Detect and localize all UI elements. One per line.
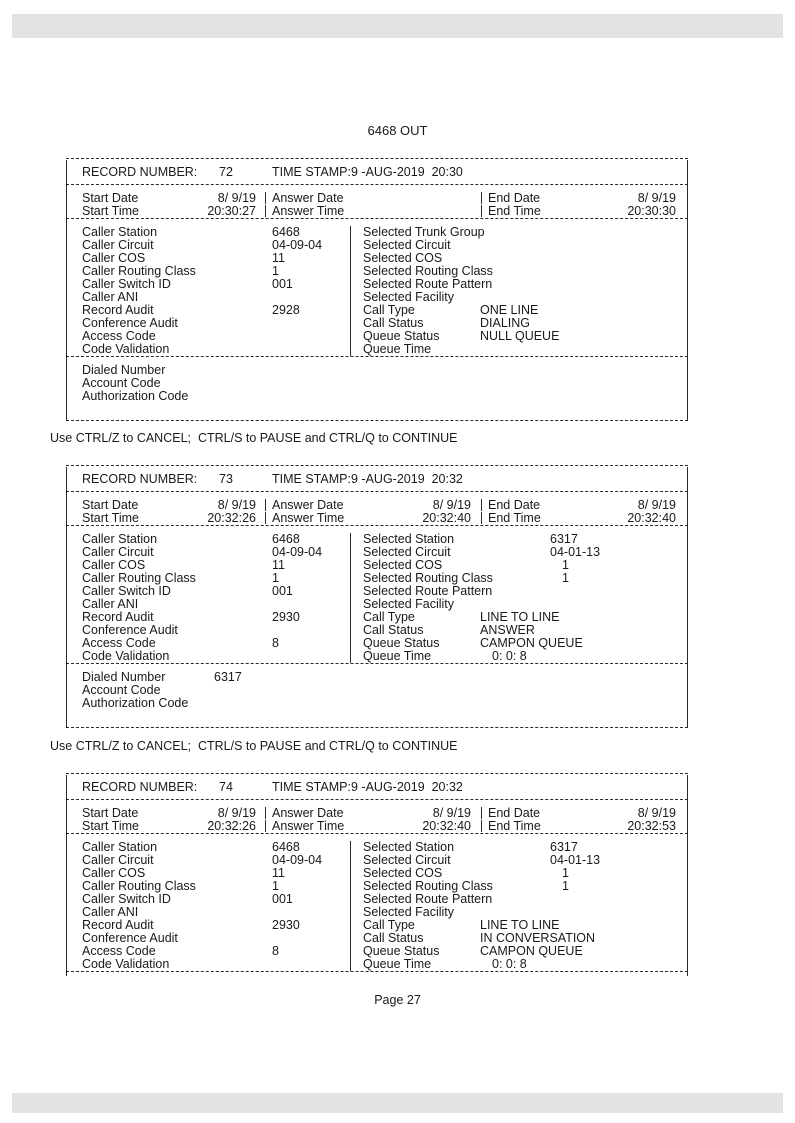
time-stamp-label: TIME STAMP:	[272, 472, 351, 486]
answer-date-label: Answer Date	[272, 498, 344, 512]
access-code-label: Access Code	[82, 329, 156, 343]
answer-time-value: 20:32:40	[422, 511, 471, 525]
column-separator	[481, 192, 482, 204]
call-type-label: Call Type	[363, 918, 415, 932]
selected-circuit-label: Selected Circuit	[363, 853, 451, 867]
column-separator	[350, 572, 351, 585]
queue-status-value: NULL QUEUE	[480, 329, 560, 343]
scan-edge-top	[12, 14, 783, 38]
end-date-label: End Date	[488, 806, 541, 820]
selected-routing-class-label: Selected Routing Class	[363, 879, 493, 893]
column-separator	[350, 893, 351, 906]
record-audit-value: 2928	[272, 303, 300, 317]
authorization-code-label: Authorization Code	[82, 389, 189, 403]
column-separator	[350, 317, 351, 330]
end-date-value: 8/ 9/19	[637, 191, 676, 205]
column-separator	[265, 807, 266, 819]
call-type-label: Call Type	[363, 610, 415, 624]
selected-cos-value: 1	[562, 866, 569, 880]
column-separator	[350, 854, 351, 867]
column-separator	[350, 611, 351, 624]
caller-routing-class-value: 1	[272, 264, 279, 278]
column-separator	[481, 512, 482, 524]
caller-circuit-value: 04-09-04	[272, 853, 323, 867]
answer-time-value: 20:32:40	[422, 819, 471, 833]
record-number-value: 72	[219, 165, 233, 179]
selected-first-label: Selected Station	[363, 532, 455, 546]
call-status-value: ANSWER	[480, 623, 535, 637]
time-stamp-value: 9 -AUG-2019 20:30	[351, 165, 463, 179]
start-date-value: 8/ 9/19	[217, 191, 256, 205]
caller-circuit-value: 04-09-04	[272, 238, 323, 252]
selected-circuit-value: 04-01-13	[550, 545, 601, 559]
call-type-label: Call Type	[363, 303, 415, 317]
caller-routing-class-value: 1	[272, 879, 279, 893]
dashed-divider	[66, 420, 688, 421]
selected-cos-value: 1	[562, 558, 569, 572]
selected-first-label: Selected Trunk Group	[363, 225, 485, 239]
column-separator	[350, 637, 351, 650]
column-separator	[350, 546, 351, 559]
call-status-label: Call Status	[363, 623, 424, 637]
record-number-value: 73	[219, 472, 233, 486]
caller-circuit-value: 04-09-04	[272, 545, 323, 559]
right-border	[687, 467, 688, 728]
dashed-divider	[66, 833, 688, 834]
call-record	[66, 158, 688, 423]
conference-audit-label: Conference Audit	[82, 316, 178, 330]
caller-switch-id-label: Caller Switch ID	[82, 584, 171, 598]
call-status-value: DIALING	[480, 316, 531, 330]
column-separator	[350, 867, 351, 880]
column-separator	[350, 585, 351, 598]
dashed-divider	[66, 218, 688, 219]
column-separator	[481, 807, 482, 819]
access-code-value: 8	[272, 944, 279, 958]
column-separator	[350, 533, 351, 546]
selected-cos-label: Selected COS	[363, 251, 443, 265]
caller-cos-label: Caller COS	[82, 866, 146, 880]
column-separator	[265, 192, 266, 204]
selected-circuit-label: Selected Circuit	[363, 545, 451, 559]
caller-switch-id-label: Caller Switch ID	[82, 892, 171, 906]
end-time-label: End Time	[488, 819, 541, 833]
selected-route-pattern-label: Selected Route Pattern	[363, 277, 493, 291]
column-separator	[350, 958, 351, 971]
left-border	[66, 467, 67, 728]
caller-ani-label: Caller ANI	[82, 597, 139, 611]
selected-facility-label: Selected Facility	[363, 597, 455, 611]
caller-circuit-label: Caller Circuit	[82, 238, 154, 252]
caller-switch-id-value: 001	[272, 584, 293, 598]
caller-circuit-label: Caller Circuit	[82, 853, 154, 867]
call-type-value: LINE TO LINE	[480, 610, 560, 624]
column-separator	[265, 205, 266, 217]
queue-status-value: CAMPON QUEUE	[480, 944, 583, 958]
dashed-divider	[66, 465, 688, 466]
dashed-divider	[66, 773, 688, 774]
start-time-label: Start Time	[82, 204, 139, 218]
start-time-label: Start Time	[82, 819, 139, 833]
selected-circuit-label: Selected Circuit	[363, 238, 451, 252]
call-status-label: Call Status	[363, 931, 424, 945]
caller-routing-class-label: Caller Routing Class	[82, 571, 196, 585]
caller-station-value: 6468	[272, 840, 300, 854]
column-separator	[350, 226, 351, 239]
time-stamp-label: TIME STAMP:	[272, 780, 351, 794]
column-separator	[350, 343, 351, 356]
right-border	[687, 775, 688, 976]
column-separator	[350, 559, 351, 572]
caller-switch-id-value: 001	[272, 892, 293, 906]
caller-station-label: Caller Station	[82, 840, 158, 854]
selected-facility-label: Selected Facility	[363, 905, 455, 919]
end-date-value: 8/ 9/19	[637, 806, 676, 820]
code-validation-label: Code Validation	[82, 649, 170, 663]
record-audit-label: Record Audit	[82, 918, 154, 932]
start-time-value: 20:30:27	[207, 204, 256, 218]
column-separator	[350, 304, 351, 317]
time-stamp-label: TIME STAMP:	[272, 165, 351, 179]
selected-routing-class-value: 1	[562, 571, 569, 585]
account-code-label: Account Code	[82, 683, 161, 697]
start-time-label: Start Time	[82, 511, 139, 525]
access-code-value: 8	[272, 636, 279, 650]
queue-status-label: Queue Status	[363, 636, 440, 650]
column-separator	[481, 205, 482, 217]
code-validation-label: Code Validation	[82, 957, 170, 971]
caller-cos-value: 11	[272, 866, 285, 880]
selected-first-label: Selected Station	[363, 840, 455, 854]
end-date-label: End Date	[488, 498, 541, 512]
call-status-label: Call Status	[363, 316, 424, 330]
selected-station-value: 6317	[550, 532, 578, 546]
selected-circuit-value: 04-01-13	[550, 853, 601, 867]
start-time-value: 20:32:26	[207, 819, 256, 833]
selected-route-pattern-label: Selected Route Pattern	[363, 892, 493, 906]
authorization-code-label: Authorization Code	[82, 696, 189, 710]
column-separator	[350, 650, 351, 663]
caller-station-value: 6468	[272, 532, 300, 546]
end-time-label: End Time	[488, 204, 541, 218]
caller-station-label: Caller Station	[82, 532, 158, 546]
start-date-label: Start Date	[82, 806, 139, 820]
record-number-label: RECORD NUMBER:	[82, 780, 198, 794]
column-separator	[350, 841, 351, 854]
dashed-divider	[66, 158, 688, 159]
dashed-divider	[66, 971, 688, 972]
call-status-value: IN CONVERSATION	[480, 931, 596, 945]
start-date-label: Start Date	[82, 498, 139, 512]
caller-cos-label: Caller COS	[82, 251, 146, 265]
queue-time-label: Queue Time	[363, 342, 432, 356]
caller-ani-label: Caller ANI	[82, 905, 139, 919]
answer-time-label: Answer Time	[272, 819, 345, 833]
time-stamp-value: 9 -AUG-2019 20:32	[351, 780, 463, 794]
queue-status-value: CAMPON QUEUE	[480, 636, 583, 650]
caller-cos-value: 11	[272, 558, 285, 572]
caller-switch-id-label: Caller Switch ID	[82, 277, 171, 291]
column-separator	[265, 499, 266, 511]
column-separator	[350, 239, 351, 252]
queue-time-value: 0: 0: 8	[492, 957, 527, 971]
call-type-value: LINE TO LINE	[480, 918, 560, 932]
caller-ani-label: Caller ANI	[82, 290, 139, 304]
record-number-value: 74	[219, 780, 233, 794]
selected-routing-class-value: 1	[562, 879, 569, 893]
dialed-number-label: Dialed Number	[82, 670, 166, 684]
page-footer: Page 27	[374, 993, 421, 1007]
left-border	[66, 775, 67, 976]
selected-station-value: 6317	[550, 840, 578, 854]
end-time-value: 20:30:30	[627, 204, 676, 218]
queue-status-label: Queue Status	[363, 944, 440, 958]
left-border	[66, 160, 67, 421]
column-separator	[350, 932, 351, 945]
column-separator	[265, 820, 266, 832]
column-separator	[265, 512, 266, 524]
conference-audit-label: Conference Audit	[82, 623, 178, 637]
column-separator	[350, 906, 351, 919]
end-date-value: 8/ 9/19	[637, 498, 676, 512]
dashed-divider	[66, 799, 688, 800]
access-code-label: Access Code	[82, 636, 156, 650]
selected-cos-label: Selected COS	[363, 558, 443, 572]
caller-routing-class-label: Caller Routing Class	[82, 264, 196, 278]
column-separator	[350, 598, 351, 611]
code-validation-label: Code Validation	[82, 342, 170, 356]
time-stamp-value: 9 -AUG-2019 20:32	[351, 472, 463, 486]
call-record	[66, 773, 688, 978]
answer-date-value: 8/ 9/19	[432, 806, 471, 820]
answer-date-label: Answer Date	[272, 191, 344, 205]
record-number-label: RECORD NUMBER:	[82, 165, 198, 179]
column-separator	[481, 499, 482, 511]
column-separator	[350, 278, 351, 291]
end-time-value: 20:32:40	[627, 511, 676, 525]
account-code-label: Account Code	[82, 376, 161, 390]
column-separator	[350, 880, 351, 893]
caller-cos-label: Caller COS	[82, 558, 146, 572]
column-separator	[350, 919, 351, 932]
notice-line: Use CTRL/Z to CANCEL; CTRL/S to PAUSE and CTRL/Q to CONTINUE	[50, 431, 458, 445]
answer-date-value: 8/ 9/19	[432, 498, 471, 512]
caller-routing-class-value: 1	[272, 571, 279, 585]
answer-time-label: Answer Time	[272, 204, 345, 218]
call-type-value: ONE LINE	[480, 303, 539, 317]
start-date-value: 8/ 9/19	[217, 806, 256, 820]
dialed-number-value: 6317	[214, 670, 242, 684]
selected-routing-class-label: Selected Routing Class	[363, 571, 493, 585]
dashed-divider	[66, 356, 688, 357]
queue-time-label: Queue Time	[363, 957, 432, 971]
start-time-value: 20:32:26	[207, 511, 256, 525]
column-separator	[350, 624, 351, 637]
start-date-label: Start Date	[82, 191, 139, 205]
caller-switch-id-value: 001	[272, 277, 293, 291]
caller-station-value: 6468	[272, 225, 300, 239]
right-border	[687, 160, 688, 421]
selected-route-pattern-label: Selected Route Pattern	[363, 584, 493, 598]
record-audit-value: 2930	[272, 610, 300, 624]
record-audit-label: Record Audit	[82, 303, 154, 317]
caller-routing-class-label: Caller Routing Class	[82, 879, 196, 893]
page-title: 6468 OUT	[367, 123, 428, 138]
end-time-value: 20:32:53	[627, 819, 676, 833]
dashed-divider	[66, 184, 688, 185]
record-audit-value: 2930	[272, 918, 300, 932]
caller-station-label: Caller Station	[82, 225, 158, 239]
call-record	[66, 465, 688, 730]
queue-time-value: 0: 0: 8	[492, 649, 527, 663]
conference-audit-label: Conference Audit	[82, 931, 178, 945]
dashed-divider	[66, 727, 688, 728]
selected-facility-label: Selected Facility	[363, 290, 455, 304]
caller-circuit-label: Caller Circuit	[82, 545, 154, 559]
selected-cos-label: Selected COS	[363, 866, 443, 880]
answer-date-label: Answer Date	[272, 806, 344, 820]
dashed-divider	[66, 525, 688, 526]
column-separator	[350, 330, 351, 343]
column-separator	[350, 252, 351, 265]
queue-time-label: Queue Time	[363, 649, 432, 663]
column-separator	[350, 945, 351, 958]
access-code-label: Access Code	[82, 944, 156, 958]
record-number-label: RECORD NUMBER:	[82, 472, 198, 486]
dashed-divider	[66, 663, 688, 664]
selected-routing-class-label: Selected Routing Class	[363, 264, 493, 278]
record-audit-label: Record Audit	[82, 610, 154, 624]
answer-time-label: Answer Time	[272, 511, 345, 525]
caller-cos-value: 11	[272, 251, 285, 265]
dashed-divider	[66, 491, 688, 492]
end-date-label: End Date	[488, 191, 541, 205]
end-time-label: End Time	[488, 511, 541, 525]
column-separator	[350, 265, 351, 278]
notice-line: Use CTRL/Z to CANCEL; CTRL/S to PAUSE and CTRL/Q to CONTINUE	[50, 739, 458, 753]
column-separator	[481, 820, 482, 832]
dialed-number-label: Dialed Number	[82, 363, 166, 377]
queue-status-label: Queue Status	[363, 329, 440, 343]
scan-edge-bottom	[12, 1093, 783, 1113]
column-separator	[350, 291, 351, 304]
start-date-value: 8/ 9/19	[217, 498, 256, 512]
